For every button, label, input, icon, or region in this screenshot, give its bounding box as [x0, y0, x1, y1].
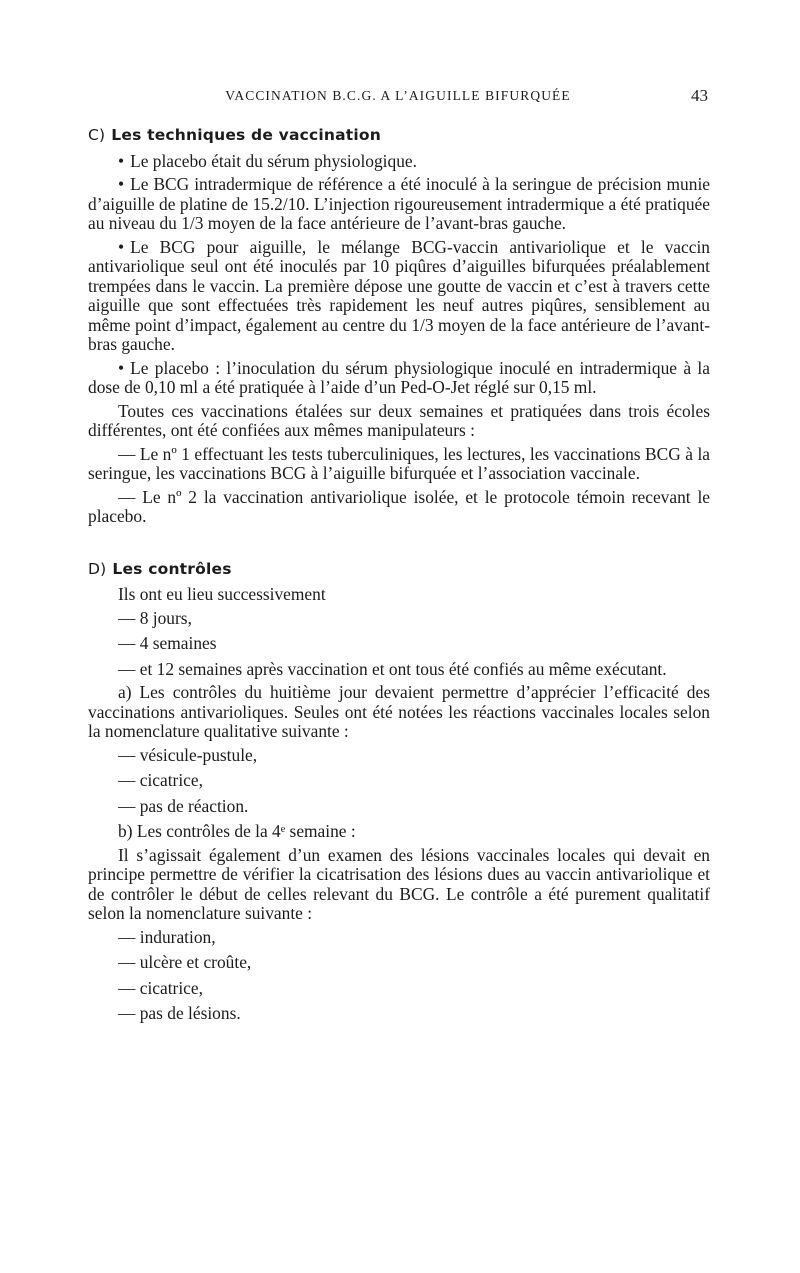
bullet-paragraph	[88, 152, 710, 172]
section-c-heading	[88, 126, 710, 146]
manipulator-paragraph: — Le nº 2 la vaccination antivariolique isolée, et le protocole témoin recevant le placebo.	[88, 486, 710, 526]
bullet-paragraph	[88, 175, 710, 234]
lesion-list	[88, 928, 710, 1024]
list-item: — pas de réaction.	[118, 795, 249, 816]
bullet-text: Le placebo était du sérum physiologique.	[130, 150, 417, 171]
section-spacer	[88, 531, 710, 560]
bullet-icon: •	[118, 150, 125, 171]
list-item: — vésicule-pustule,	[118, 744, 258, 765]
list-item: — induration,	[118, 926, 216, 947]
section-c-letter: C)	[88, 126, 106, 144]
section-d-letter: D)	[88, 559, 107, 578]
reaction-list	[88, 746, 710, 817]
paragraph: Toutes ces vaccinations étalées sur deux semaines et pratiquées dans trois écoles différentes, ont été confiées aux mêmes manipulateurs :	[88, 400, 710, 440]
page-number: 43	[691, 86, 708, 105]
bullet-paragraph	[88, 359, 710, 398]
bullet-icon: •	[118, 357, 125, 378]
timing-list	[88, 609, 710, 680]
list-item: — 4 semaines	[118, 633, 217, 653]
section-d-title: Les contrôles	[112, 559, 232, 578]
list-item: — cicatrice,	[118, 977, 203, 998]
list-item: — pas de lésions.	[118, 1003, 241, 1023]
running-title: VACCINATION B.C.G. A L’AIGUILLE BIFURQUÉE	[225, 88, 571, 103]
bullet-paragraph	[88, 238, 710, 355]
list-item: — cicatrice,	[118, 770, 203, 790]
bullet-icon: •	[118, 174, 125, 194]
paragraph: Ils ont eu lieu successivement	[118, 584, 326, 604]
list-item: — 8 jours,	[118, 607, 192, 628]
section-c-title: Les techniques de vaccination	[111, 126, 382, 144]
paragraph: b) Les contrôles de la 4ᵉ semaine :	[118, 821, 356, 841]
bullet-text: Le BCG pour aiguille, le mélange BCG-vaccin antivariolique et le vaccin antivariolique seul ont été inoculés par 10 piqûres d’aiguilles bifurquées préalablement trempées dans le vaccin. La première dépose une goutte de vaccin et c’est à travers cette aiguille que sont effectuées très rapidement les neuf autres piqûres, sensiblement au même point d’impact, également au centre du 1/3 moyen de la face antérieure de l’avant-bras gauche.	[88, 236, 710, 354]
bullet-text: Le BCG intradermique de référence a été inoculé à la seringue de précision munie d’aiguille de platine de 15.2/10. L’injection rigoureusement intradermique a été pratiquée au niveau du 1/3 moyen de la face antérieure de l’avant-bras gauche.	[88, 174, 710, 233]
list-item: — et 12 semaines après vaccination et ont tous été confiés au même exécutant.	[118, 658, 667, 679]
paragraph: a) Les contrôles du huitième jour devaient permettre d’apprécier l’efficacité des vaccinations antivarioliques. Seules ont été notées les réactions vaccinales locales selon la nomenclature qualitative suivante :	[88, 682, 710, 741]
bullet-text: Le placebo : l’inoculation du sérum physiologique inoculé en intradermique à la dose de 0,10 ml a été pratiquée à l’aide d’un Ped-O-Jet réglé sur 0,15 ml.	[88, 357, 710, 397]
manipulator-paragraph: — Le nº 1 effectuant les tests tuberculiniques, les lectures, les vaccinations BCG à la seringue, les vaccinations BCG à l’aiguille bifurquée et l’association vaccinale.	[88, 443, 710, 483]
section-d-heading	[88, 560, 710, 580]
page-header	[88, 86, 708, 110]
paragraph: Il s’agissait également d’un examen des lésions vaccinales locales qui devait en principe permettre de vérifier la cicatrisation des lésions dues au vaccin antivariolique et de contrôler le début de celles relevant du BCG. Le contrôle a été purement qualitatif selon la nomenclature suivante :	[88, 844, 710, 923]
bullet-icon: •	[118, 236, 125, 257]
list-item: — ulcère et croûte,	[118, 952, 252, 972]
body-text	[88, 126, 710, 1030]
